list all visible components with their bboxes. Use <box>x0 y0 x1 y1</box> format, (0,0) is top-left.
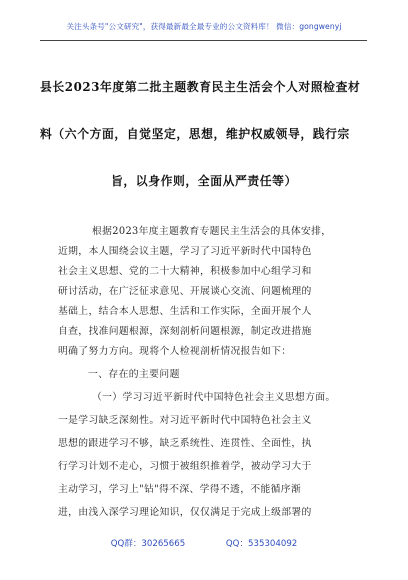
footer-contact <box>0 537 408 549</box>
section-heading: 一、存在的主要问题 <box>88 369 180 380</box>
paragraph-line: 根据2023年度主题教育专题民主生活会的具体安排， <box>92 226 332 237</box>
paragraph-line: 社会主义思想、党的二十大精神，积极参加中心组学习和 <box>58 266 312 277</box>
subsection-line: （一）学习习近平新时代中国特色社会主义思想方面。 <box>92 392 336 403</box>
subsection-line: 一是学习缺乏深刻性。对习近平新时代中国特色社会主义 <box>58 415 312 426</box>
document-title-line-3: 旨，以身作则，全面从严责任等） <box>111 174 297 188</box>
header-banner: 关注头条号"公文研究"，获得最新最全最专业的公文资料库！ 微信：gongwenyj <box>66 22 342 31</box>
paragraph-line: 基础上，结合本人思想、生活和工作实际，全面开展个人 <box>58 306 312 317</box>
paragraph-line: 明确了努力方向。现将个人检视剖析情况报告如下： <box>58 346 292 357</box>
footer-qq: QQ：535304092 <box>225 539 298 549</box>
subsection-line: 进，由浅入深学习理论知识，仅仅满足于完成上级部署的 <box>58 507 312 518</box>
subsection-line: 行学习计划不走心，习惯于被组织推着学，被动学习大于 <box>58 461 312 472</box>
document-title-line-2: 料（六个方面，自觉坚定，思想，维护权威领导，践行宗 <box>40 127 350 141</box>
paragraph-line: 研讨活动，在广泛征求意见、开展谈心交流、问题梳理的 <box>58 286 312 297</box>
subsection-line: 主动学习，学习上"钻"得不深、学得不透，不能循序渐 <box>58 484 302 495</box>
footer-qq-group: QQ群：30265665 <box>110 539 186 549</box>
document-title-line-1: 县长2023年度第二批主题教育民主生活会个人对照检查材 <box>40 80 361 94</box>
header-divider <box>40 40 367 41</box>
paragraph-line: 近期，本人围绕会议主题，学习了习近平新时代中国特色 <box>58 246 312 257</box>
paragraph-line: 自查，找准问题根源，深刻剖析问题根源，制定改进措施 <box>58 326 312 337</box>
subsection-line: 思想的跟进学习不够，缺乏系统性、连贯性、全面性，执 <box>58 438 312 449</box>
